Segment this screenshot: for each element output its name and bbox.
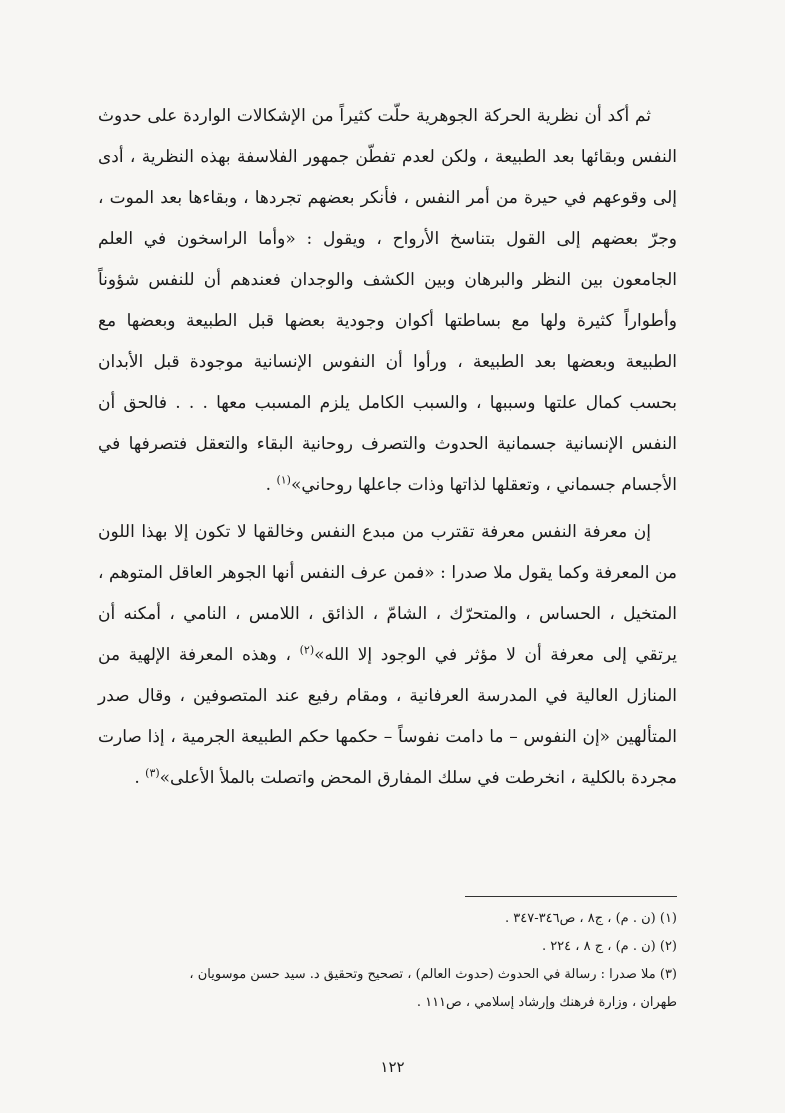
footnote-ref-2: (٢)	[299, 643, 315, 657]
paragraph-2-text-b: ، وهذه المعرفة الإلهية من المنازل العالية في المدرسة العرفانية ، ومقام رفيع عند المتصوفين ، وقال صدر المتألهين «إن النفوس – ما دامت نفوساً – حكمها حكم الطبيعة الجرمية ، إذا صارت مجردة بالكلية ، انخرطت في سلك المفارق المحض واتصلت بالملأ الأعلى»	[98, 645, 677, 788]
footnote-2: (٢) (ن . م) ، ج ٨ ، ٢٢٤ .	[541, 939, 677, 954]
paragraph-2-end: .	[134, 768, 146, 788]
body-paragraph-1	[98, 96, 677, 506]
page-number: ١٢٢	[380, 1058, 405, 1076]
footnote-3-line-1: (٣) ملا صدرا : رسالة في الحدوث (حدوث العالم) ، تصحيح وتحقيق د. سيد حسن موسويان ،	[189, 967, 677, 982]
paragraph-1-text: ثم أكد أن نظرية الحركة الجوهرية حلّت كثيراً من الإشكالات الواردة على حدوث النفس وبقائها بعد الطبيعة ، ولكن لعدم تفطّن جمهور الفلاسفة بهذه النظرية ، أدى إلى وقوعهم في حيرة من أمر النفس ، فأنكر بعضهم تجردها ، وبقاءها بعد الموت ، وجرّ بعضهم إلى القول بتناسخ الأرواح ، ويقول : «وأما الراسخون في العلم الجامعون بين النظر والبرهان وبين الكشف والوجدان فعندهم أن للنفس شؤوناً وأطواراً كثيرة ولها مع بساطتها أكوان وجودية بعضها قبل الطبيعة وبعضها مع الطبيعة وبعضها بعد الطبيعة ، ورأوا أن النفوس الإنسانية موجودة قبل الأبدان بحسب كمال علتها وسببها ، والسبب الكامل يلزم المسبب معها . . . فالحق أن النفس الإنسانية جسمانية الحدوث والتصرف روحانية البقاء والتعقل فتصرفها في الأجسام جسماني ، وتعقلها لذاتها وذات جاعلها روحاني»	[98, 106, 677, 495]
footnote-3-line-2: طهران ، وزارة فرهنك وإرشاد إسلامي ، ص١١١ .	[416, 995, 677, 1010]
footnote-3	[98, 961, 677, 1017]
footnotes	[98, 905, 677, 1017]
footnote-ref-1: (١)	[276, 473, 291, 487]
footnote-divider	[465, 896, 677, 897]
footnote-1: (١) (ن . م) ، ج٨ ، ص٣٤٦-٣٤٧ .	[504, 911, 677, 926]
body-paragraph-2	[98, 512, 677, 799]
footnote-ref-3: (٣)	[145, 766, 160, 780]
paragraph-1-end: .	[265, 475, 277, 495]
paragraph-2-text-a: إن معرفة النفس معرفة تقترب من مبدع النفس وخالقها لا تكون إلا بهذا اللون من المعرفة وكما يقول ملا صدرا : «فمن عرف النفس أنها الجوهر العاقل المتوهم ، المتخيل ، الحساس ، والمتحرّك ، الشامّ ، الذائق ، اللامس ، النامي ، أمكنه أن يرتقي إلى معرفة أن لا مؤثر في الوجود إلا الله»	[98, 522, 677, 665]
